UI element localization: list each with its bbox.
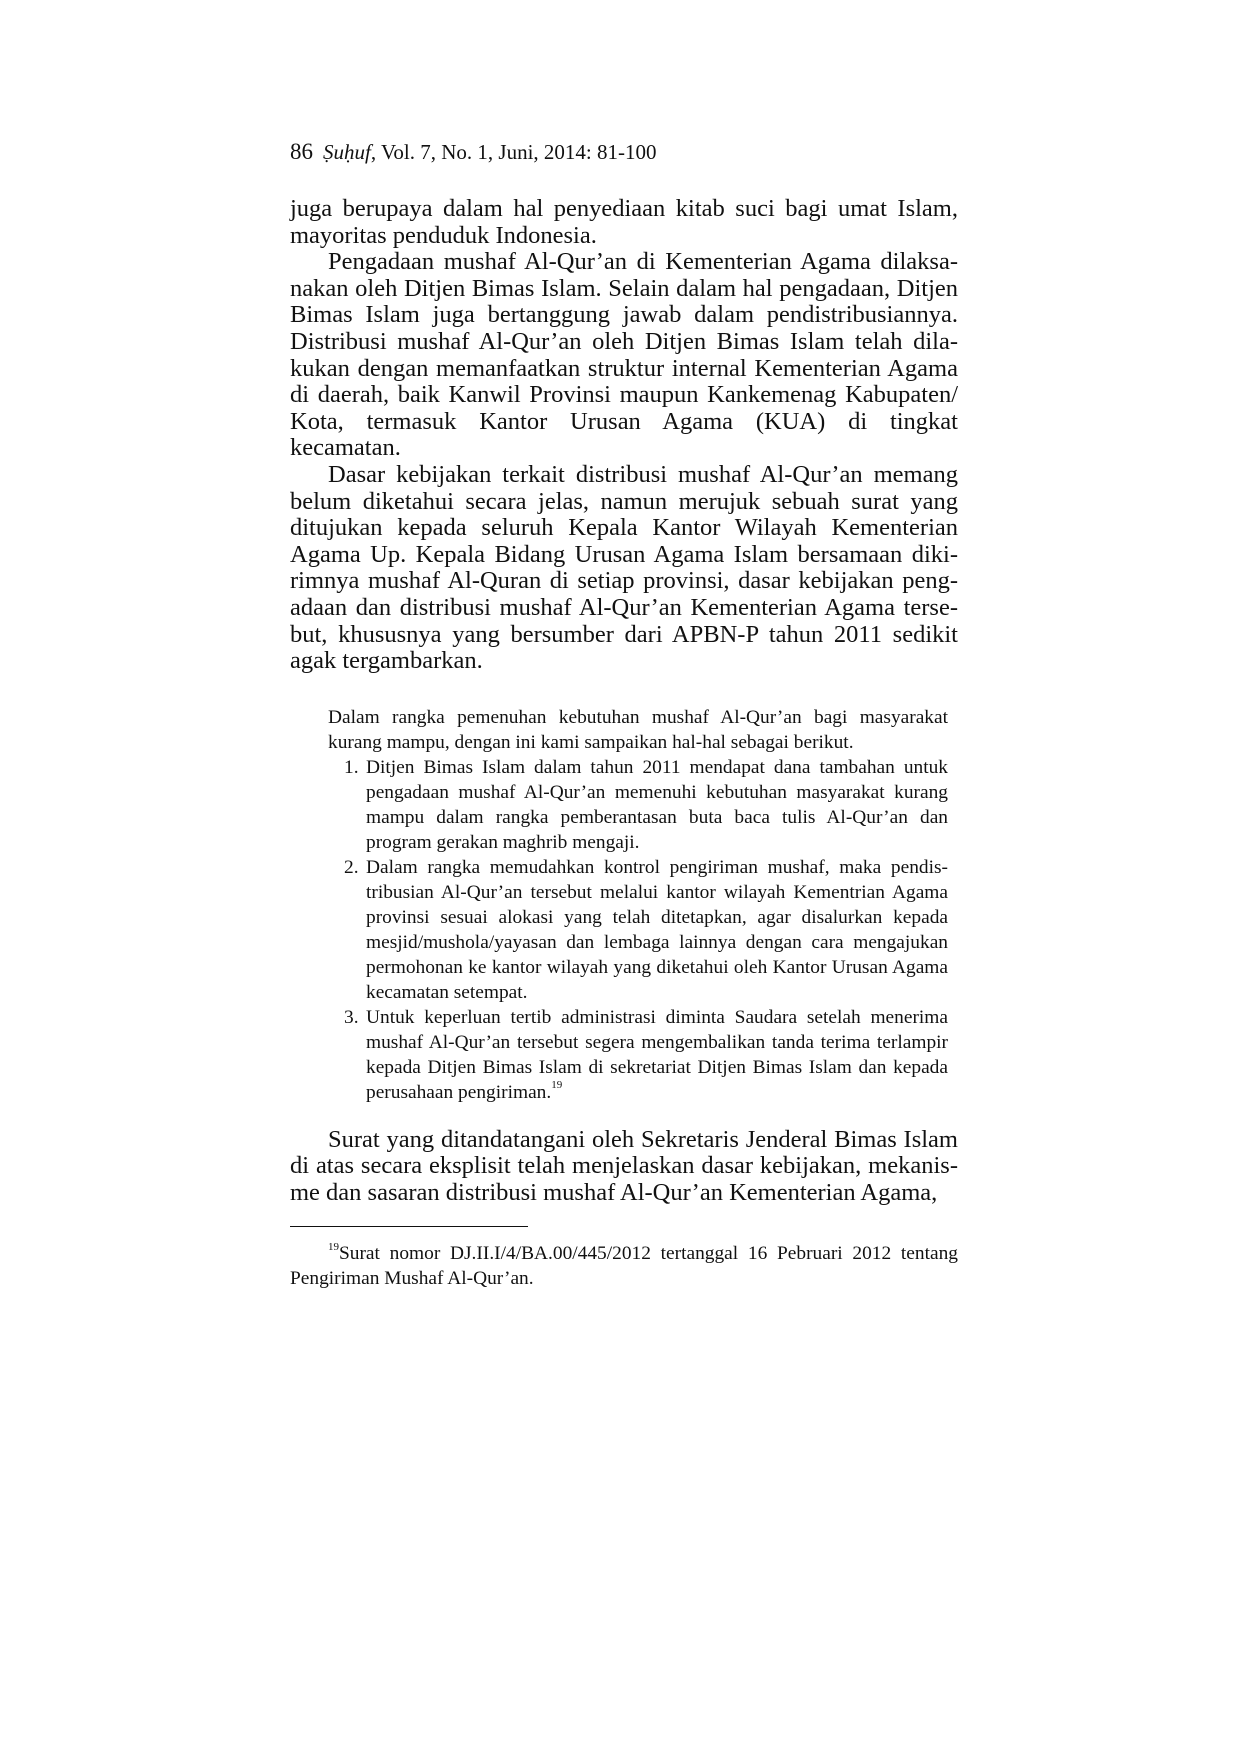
list-item — [328, 1005, 948, 1105]
list-item — [328, 855, 948, 1005]
journal-title: Ṣuḥuf — [323, 140, 371, 164]
footnote-body — [290, 1241, 958, 1291]
journal-page — [290, 138, 958, 1291]
running-head — [290, 138, 958, 166]
list-item-number: 1. — [344, 756, 359, 778]
body-text — [290, 196, 958, 675]
footnote-reference[interactable]: 19 — [551, 1079, 563, 1092]
list-item-text: Dalam rangka memudahkan kontrol pengiriman mushaf, maka pendistribusian Al-Qur’an tersebut melalui kantor wilayah Kementrian Agama provinsi sesuai alokasi yang telah ditetapkan, agar disalurkan kepada mesjid/mushola/yayasan dan lembaga lainnya dengan cara mengajukan permohonan ke kantor wilayah yang diketahui oleh Kantor Urusan Agama kecamatan setempat. — [366, 856, 948, 1003]
block-quote — [328, 705, 948, 1105]
quote-list — [328, 755, 948, 1105]
page-number: 86 — [290, 139, 313, 164]
journal-citation: , Vol. 7, No. 1, Juni, 2014: 81-100 — [370, 140, 657, 164]
list-item-text: Ditjen Bimas Islam dalam tahun 2011 mendapat dana tambahan untuk pengadaan mushaf Al-Qur’an memenuhi kebutuhan masyarakat kurang mampu dalam rangka pemberantasan buta baca tulis Al-Qur’an dan program gerakan maghrib mengaji. — [366, 756, 948, 853]
paragraph-dasar-kebijakan: Dasar kebijakan terkait distribusi mushaf Al-Qur’an memang belum diketahui secara jelas, namun merujuk sebuah surat yang ditujukan kepada seluruh Kepala Kantor Wilayah Kementerian Agama Up. Kepala Bidang Urusan Agama Islam bersamaan dikirimnya mushaf Al-Quran di setiap provinsi, dasar kebijakan pengadaan dan distribusi mushaf Al-Qur’an Kementerian Agama tersebut, khususnya yang bersumber dari APBN-P tahun 2011 sedikit agak tergambarkan. — [290, 460, 958, 675]
paragraph-pengadaan: Pengadaan mushaf Al-Qur’an di Kementerian Agama dilaksanakan oleh Ditjen Bimas Islam. Selain dalam hal pengadaan, Ditjen Bimas Islam juga bertanggung jawab dalam pendistribusiannya. Distribusi mushaf Al-Qur’an oleh Ditjen Bimas Islam telah dilakukan dengan memanfaatkan struktur internal Kementerian Agama di daerah, baik Kanwil Provinsi maupun Kankemenag Kabupaten/ Kota, termasuk Kantor Urusan Agama (KUA) di tingkat kecamatan. — [290, 248, 958, 462]
footnote-text: Surat nomor DJ.II.I/4/BA.00/445/2012 tertanggal 16 Pebruari 2012 tentang Pengiriman Mushaf Al-Qur’an. — [290, 1243, 958, 1290]
footnote-marker: 19 — [328, 1241, 339, 1253]
paragraph-surat: Surat yang ditandatangani oleh Sekretaris Jenderal Bimas Islam di atas secara eksplisit telah menjelaskan dasar kebijakan, mekanisme dan sasaran distribusi mushaf Al-Qur’an Kementerian Agama, — [290, 1125, 958, 1206]
footnote-divider — [290, 1226, 528, 1227]
list-item-number: 2. — [344, 856, 359, 878]
quote-intro: Dalam rangka pemenuhan kebutuhan mushaf Al-Qur’an bagi masyarakat kurang mampu, dengan ini kami sampaikan hal-hal sebagai berikut. — [328, 706, 948, 753]
list-item-number: 3. — [344, 1006, 359, 1028]
list-item — [328, 755, 948, 855]
list-item-text: Untuk keperluan tertib administrasi diminta Saudara setelah menerima mushaf Al-Qur’an tersebut segera mengembalikan tanda terima terlampir kepada Ditjen Bimas Islam di sekretariat Ditjen Bimas Islam dan kepada perusahaan pengiriman. — [366, 1006, 948, 1103]
body-text-after-quote — [290, 1127, 958, 1207]
paragraph-continued: juga berupaya dalam hal penyediaan kitab suci bagi umat Islam, mayoritas penduduk Indonesia. — [290, 195, 958, 249]
footnote — [290, 1241, 958, 1291]
